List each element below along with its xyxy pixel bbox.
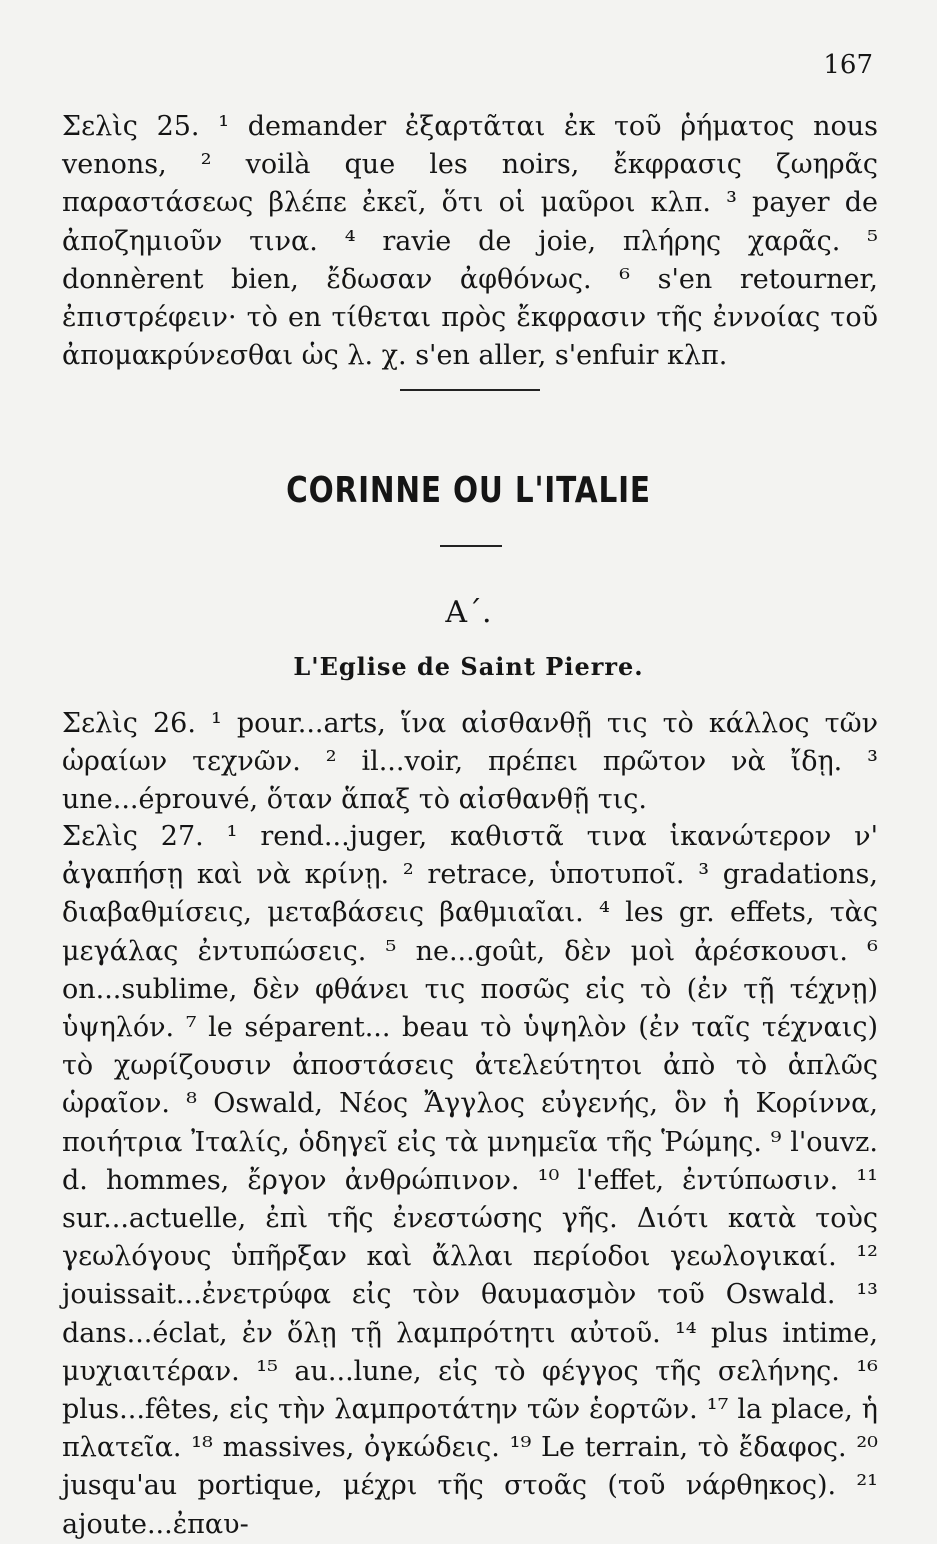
notes-page-26 bbox=[62, 705, 878, 820]
notes-page-27 bbox=[62, 818, 878, 1544]
section-letter: Α΄. bbox=[445, 595, 492, 630]
section-subtitle: L'Eglise de Saint Pierre. bbox=[293, 652, 644, 681]
divider-rule-short bbox=[440, 545, 502, 547]
chapter-title: CORINNE OU L'ITALIE bbox=[286, 470, 651, 511]
notes-page-25 bbox=[62, 108, 878, 375]
note-paragraph-26: Σελὶς 26. ¹ pour...arts, ἵνα αἰσθανθῇ τις τὸ κάλλος τῶν ὡραίων τεχνῶν. ² il...voir, πρέπει πρῶτον νὰ ἴδῃ. ³ une...éprouvé, ὅταν ἅπαξ τὸ αἰσθανθῇ τις. bbox=[62, 708, 878, 816]
note-paragraph-27: Σελὶς 27. ¹ rend...juger, καθιστᾶ τινα ἱκανώτερον ν' ἀγαπήσῃ καὶ νὰ κρίνῃ. ² retrace, ὑποτυποῖ. ³ gradations, διαβαθμίσεις, μεταβάσεις βαθμιαῖαι. ⁴ les gr. effets, τὰς μεγάλας ἐντυπώσεις. ⁵ ne...goût, δὲν μοὶ ἀρέσκουσι. ⁶ on...sublime, δὲν φθάνει τις ποσῶς εἰς τὸ (ἐν τῇ τέχνῃ) ὑψηλόν. ⁷ le séparent... beau τὸ ὑψηλὸν (ἐν ταῖς τέχναις) τὸ χωρίζουσιν ἀποστάσεις ἀτελεύτητοι ἀπὸ τὸ ἁπλῶς ὡραῖον. ⁸ Oswald, Νέος Ἄγγλος εὐγενής, ὃν ἡ Κορίννα, ποιήτρια Ἰταλίς, ὁδηγεῖ εἰς τὰ μνημεῖα τῆς Ῥώμης. ⁹ l'ouvz. d. hommes, ἔργον ἀνθρώπινον. ¹⁰ l'effet, ἐντύπωσιν. ¹¹ sur...actuelle, ἐπὶ τῆς ἐνεστώσης γῆς. Διότι κατὰ τοὺς γεωλόγους ὑπῆρξαν καὶ ἄλλαι περίοδοι γεωλογικαί. ¹² jouissait...ἐνετρύφα εἰς τὸν θαυμασμὸν τοῦ Oswald. ¹³ dans...éclat, ἐν ὅλῃ τῇ λαμπρότητι αὐτοῦ. ¹⁴ plus intime, μυχιαιτέραν. ¹⁵ au...lune, εἰς τὸ φέγγος τῆς σελήνης. ¹⁶ plus...fêtes, εἰς τὴν λαμπροτάτην τῶν ἑορτῶν. ¹⁷ la place, ἡ πλατεῖα. ¹⁸ massives, ὀγκώδεις. ¹⁹ Le terrain, τὸ ἔδαφος. ²⁰ jusqu'au portique, μέχρι τῆς στοᾶς (τοῦ νάρθηκος). ²¹ ajoute...ἐπαυ- bbox=[62, 821, 878, 1540]
note-paragraph-25: Σελὶς 25. ¹ demander ἐξαρτᾶται ἐκ τοῦ ῥήματος nous venons, ² voilà que les noirs, ἔκφρασις ζωηρᾶς παραστάσεως βλέπε ἐκεῖ, ὅτι οἱ μαῦροι κλπ. ³ payer de ἀποζημιοῦν τινα. ⁴ ravie de joie, πλήρης χαρᾶς. ⁵ donnèrent bien, ἔδωσαν ἀφθόνως. ⁶ s'en retourner, ἐπιστρέφειν· τὸ en τίθεται πρὸς ἔκφρασιν τῆς ἐννοίας τοῦ ἀπομακρύνεσθαι ὡς λ. χ. s'en aller, s'enfuir κλπ. bbox=[62, 111, 878, 372]
divider-rule-top bbox=[400, 389, 540, 391]
page-number: 167 bbox=[823, 50, 873, 80]
